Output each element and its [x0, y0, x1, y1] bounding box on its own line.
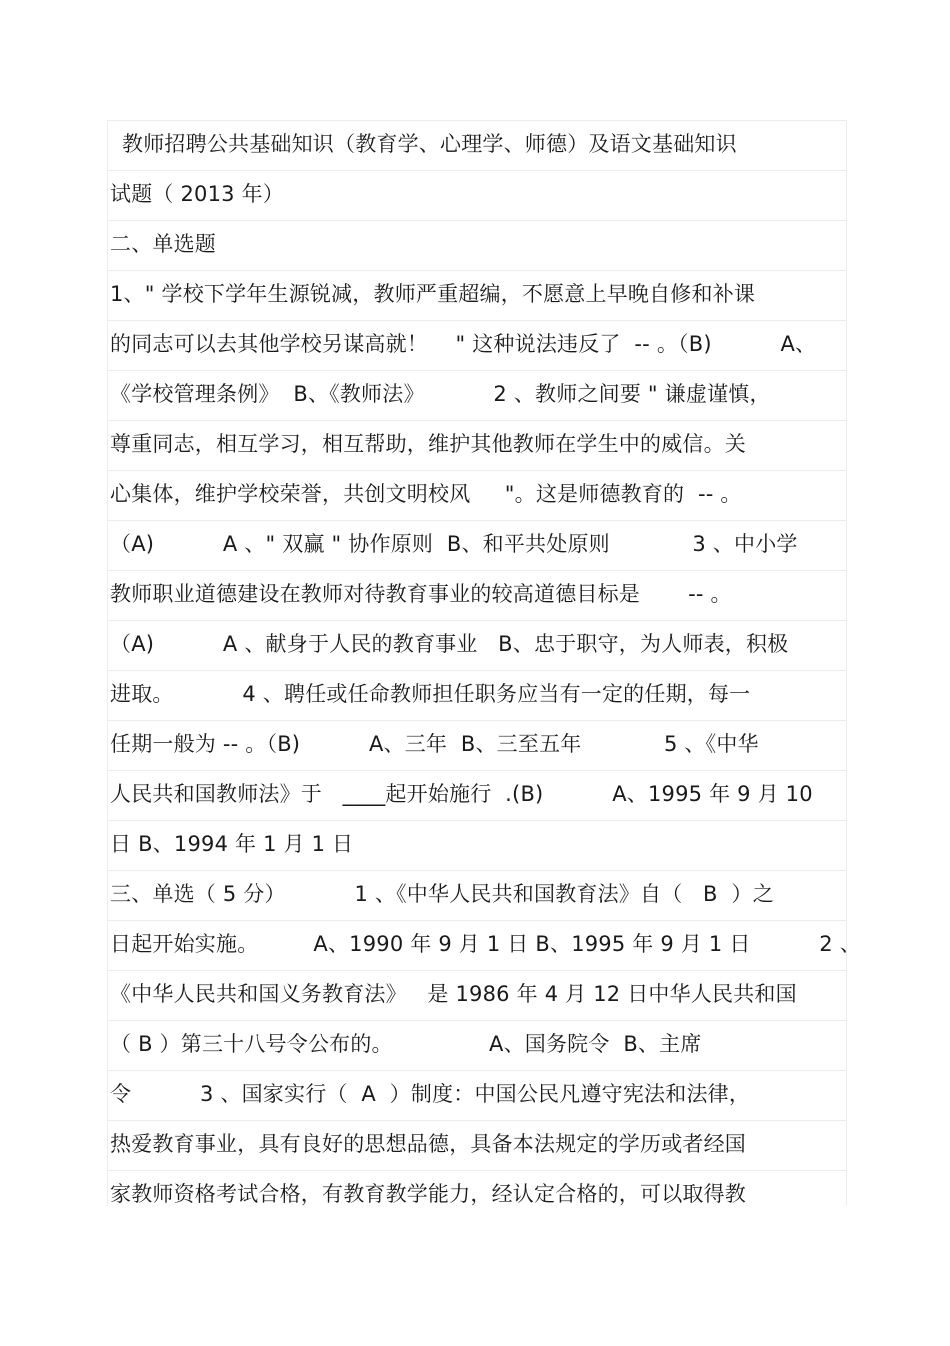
- text-line: [107, 670, 847, 720]
- text-line: [107, 1170, 847, 1206]
- line-text: 教师招聘公共基础知识（教育学、心理学、师德）及语文基础知识: [122, 132, 737, 156]
- text-line: [107, 720, 847, 770]
- line-text: 教师职业道德建设在教师对待教育事业的较高道德目标是 -- 。: [110, 582, 732, 606]
- text-line: [107, 620, 847, 670]
- line-text: 进取。 4 、聘任或任命教师担任职务应当有一定的任期，每一: [110, 682, 751, 706]
- line-text: 《中华人民共和国义务教育法》 是 1986 年 4 月 12 日中华人民共和国: [110, 982, 797, 1006]
- doc-title-line-2: [107, 170, 847, 220]
- line-text: 《学校管理条例》 B、《教师法》 2 、教师之间要 " 谦虚谨慎，: [110, 382, 771, 406]
- line-text: 尊重同志，相互学习，相互帮助，维护其他教师在学生中的威信。关: [110, 432, 746, 456]
- text-line: [107, 970, 847, 1020]
- text-line: [107, 920, 861, 970]
- line-text: 家教师资格考试合格，有教育教学能力，经认定合格的，可以取得教: [110, 1182, 746, 1206]
- text-line: [107, 270, 847, 320]
- text-line: [107, 420, 847, 470]
- line-text: 热爱教育事业，具有良好的思想品德，具备本法规定的学历或者经国: [110, 1132, 746, 1156]
- text-line: [107, 1070, 847, 1120]
- text-line: [107, 470, 847, 520]
- line-text: 试题（ 2013 年）: [110, 182, 284, 206]
- text-line: [107, 520, 847, 570]
- line-text: 日 B、1994 年 1 月 1 日: [110, 832, 354, 856]
- line-text: 任期一般为 -- 。（B) A、三年 B、三至五年 5 、《中华: [110, 732, 759, 756]
- text-line: [107, 570, 847, 620]
- line-text: 二、单选题: [110, 232, 216, 256]
- text-line: [107, 770, 847, 820]
- text-line: [107, 320, 847, 370]
- line-text: 心集体，维护学校荣誉，共创文明校风 "。这是师德教育的 -- 。: [110, 482, 742, 506]
- line-text: 令 3 、国家实行（ A ）制度：中国公民凡遵守宪法和法律，: [110, 1082, 751, 1106]
- section-heading-3: [107, 870, 847, 920]
- line-text: 日起开始实施。 A、1990 年 9 月 1 日 B、1995 年 9 月 1 日 2 、: [110, 932, 861, 956]
- text-line: [107, 1020, 847, 1070]
- section-heading-2: [107, 220, 847, 270]
- line-text: （ B ）第三十八号令公布的。 A、国务院令 B、主席: [110, 1032, 702, 1056]
- line-text: 的同志可以去其他学校另谋高就！ " 这种说法违反了 -- 。（B) A、: [110, 332, 817, 356]
- line-text: 三、单选（ 5 分） 1 、《中华人民共和国教育法》自（ B ）之: [110, 882, 774, 906]
- text-line: [107, 370, 847, 420]
- text-line: [107, 820, 847, 870]
- text-line: [107, 1120, 847, 1170]
- line-text: （A) A 、献身于人民的教育事业 B、忠于职守，为人师表，积极: [110, 632, 789, 656]
- line-text: 1、" 学校下学年生源锐减，教师严重超编，不愿意上早晚自修和补课: [110, 282, 756, 306]
- doc-title-line-1: [107, 120, 847, 170]
- line-text: 人民共和国教师法》于 ____起开始施行 .(B) A、1995 年 9 月 10: [110, 782, 813, 806]
- line-text: （A) A 、" 双赢 " 协作原则 B、和平共处原则 3 、中小学: [110, 532, 798, 556]
